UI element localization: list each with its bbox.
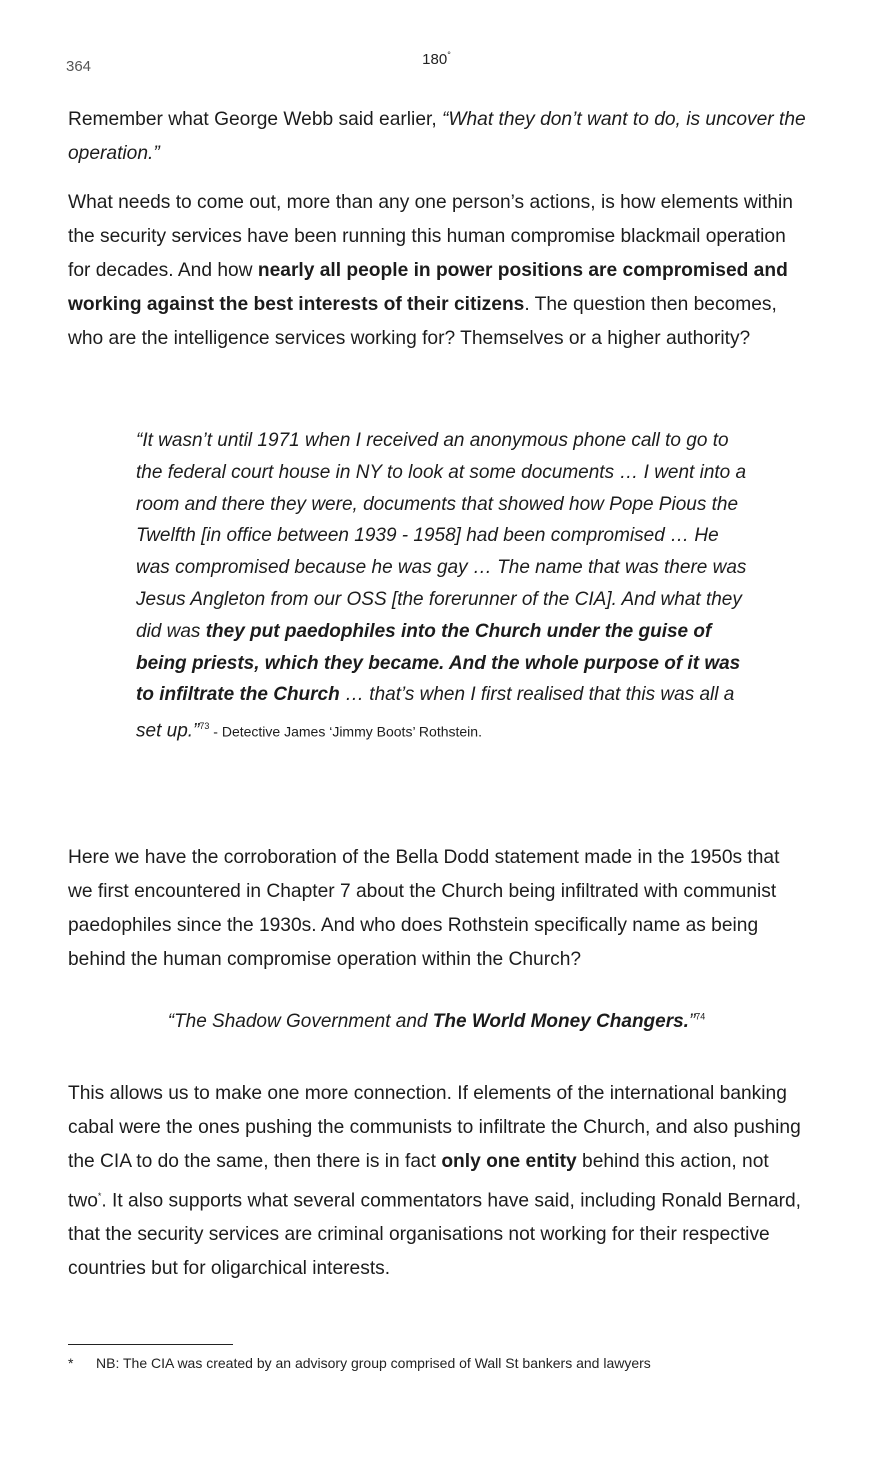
paragraph-bella-dodd: Here we have the corroboration of the Bella Dodd statement made in the 1950s that we first encountered in Chapter 7 about the Church being infiltrated with communist paedophiles since the 1930s. And who does Rothstein specifically name as being behind the human compromise operation within the Church?: [68, 847, 780, 970]
running-head-title: 180: [422, 51, 448, 68]
p1-text: Remember what George Webb said earlier,: [68, 109, 442, 130]
footnote-mark: *: [68, 1355, 74, 1371]
paragraph-security-services: [68, 186, 808, 356]
paragraph-banking-cabal: [68, 1077, 808, 1286]
quote-attribution: - Detective James ‘Jimmy Boots’ Rothstein.: [209, 723, 482, 740]
p4-text-3: . It also supports what several commentators have said, including Ronald Bernard, that the security services are criminal organisations not working for their respective countries but for oligarchical interests.: [68, 1190, 802, 1280]
quote1-text-1: “It wasn’t until 1971 when I received an anonymous phone call to go to the federal court house in NY to look at some documents … I went into a room and there they were, documents that showed how Pope Pious the Twelfth [in office between 1939 - 1958] had been compromised … He was compromised because he was gay … The name that was there was Jesus Angleton from our OSS [the forerunner of the CIA]. And what they did was: [136, 430, 747, 642]
p2-text-1: What needs to come out, more than any one person’s actions, is how elements within the security services have been running this human compromise blackmail operation for decades. And how: [68, 192, 793, 281]
p2-text-2: . The question then becomes, who are the intelligence services working for? Themselves or a higher authority?: [68, 294, 777, 349]
running-head: [0, 50, 873, 68]
p1-quote: “What they don’t want to do, is uncover the operation.”: [68, 109, 806, 164]
quote2-text-2: ”: [688, 1011, 696, 1032]
shadow-government-quote: [0, 1011, 873, 1033]
quote1-text-2: … that’s when I first realised that this was all a set up.”: [136, 684, 735, 742]
footnote-star-ref: *: [97, 1191, 102, 1201]
footnote-divider: [68, 1344, 233, 1345]
page-number: 364: [66, 58, 92, 75]
rothstein-quote: [136, 425, 756, 748]
quote2-emphasis: The World Money Changers.: [432, 1011, 689, 1032]
p4-emphasis: only one entity: [441, 1151, 577, 1172]
p2-emphasis: nearly all people in power positions are compromised and working against the best interests of their citizens: [68, 260, 788, 315]
footnote-ref-73: 73: [199, 721, 210, 732]
running-head-mark: °: [447, 50, 451, 60]
quote2-text-1: “The Shadow Government and: [167, 1011, 433, 1032]
paragraph-george-webb: [68, 103, 808, 171]
footnote: [68, 1355, 651, 1371]
p4-text-1: This allows us to make one more connection. If elements of the international banking cabal were the ones pushing the communists to infiltrate the Church, and also pushing the CIA to do the same, then there is in fact: [68, 1083, 801, 1172]
footnote-text: NB: The CIA was created by an advisory group comprised of Wall St bankers and lawyers: [96, 1355, 651, 1371]
quote1-emphasis: they put paedophiles into the Church under the guise of being priests, which they became. And the whole purpose of it was to infiltrate the Church: [136, 620, 741, 706]
p4-text-2: behind this action, not two: [68, 1151, 769, 1212]
footnote-ref-74: 74: [695, 1011, 706, 1022]
